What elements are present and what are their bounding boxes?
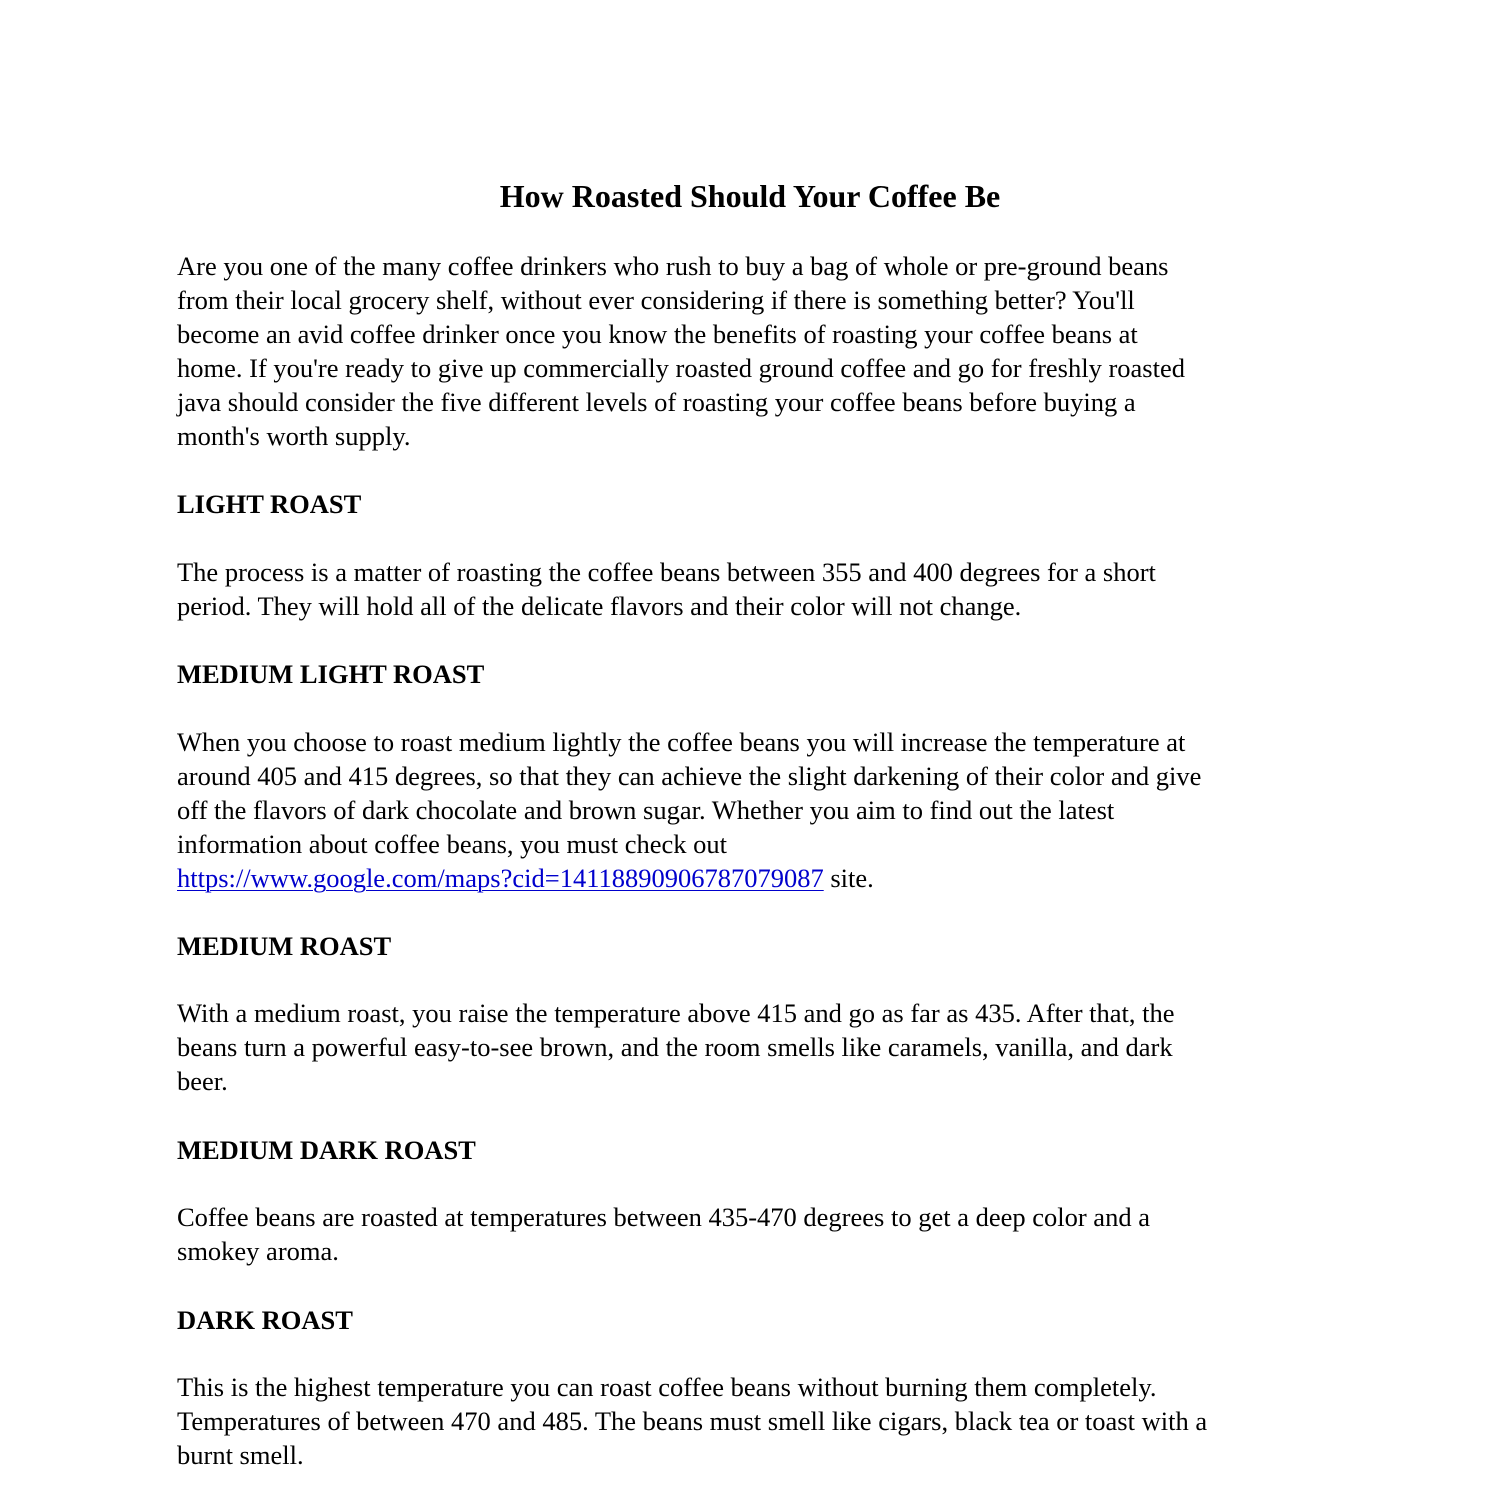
text-line: from their local grocery shelf, without ever considering if there is something better? You'll bbox=[177, 284, 1135, 315]
section-heading-dark-roast: DARK ROAST bbox=[177, 1305, 353, 1335]
coffee-maps-link[interactable]: https://www.google.com/maps?cid=14118890906787079087 bbox=[177, 862, 824, 893]
text-line: Are you one of the many coffee drinkers who rush to buy a bag of whole or pre-ground beans bbox=[177, 251, 1169, 281]
section-heading-medium-light-roast: MEDIUM LIGHT ROAST bbox=[177, 659, 485, 689]
text-line: This is the highest temperature you can roast coffee beans without burning them completely. bbox=[177, 1372, 1157, 1402]
text-line: beans turn a powerful easy-to-see brown, and the room smells like caramels, vanilla, and dark bbox=[177, 1031, 1173, 1062]
text-line: become an avid coffee drinker once you know the benefits of roasting your coffee beans at bbox=[177, 318, 1138, 349]
dark-roast-paragraph bbox=[177, 1371, 1207, 1473]
text-line: The process is a matter of roasting the coffee beans between 355 and 400 degrees for a short bbox=[177, 557, 1156, 587]
section-heading-medium-roast: MEDIUM ROAST bbox=[177, 931, 392, 961]
light-roast-paragraph bbox=[177, 556, 1156, 624]
text-line: month's worth supply. bbox=[177, 420, 411, 451]
intro-paragraph bbox=[177, 250, 1185, 453]
medium-roast-paragraph bbox=[177, 997, 1175, 1099]
text-line: Temperatures of between 470 and 485. The beans must smell like cigars, black tea or toast with a bbox=[177, 1405, 1208, 1436]
text-line: home. If you're ready to give up commercially roasted ground coffee and go for freshly roasted bbox=[177, 352, 1185, 383]
medium-light-roast-paragraph bbox=[177, 726, 1201, 896]
text-line: Coffee beans are roasted at temperatures between 435-470 degrees to get a deep color and a bbox=[177, 1202, 1150, 1232]
medium-dark-roast-paragraph bbox=[177, 1201, 1150, 1269]
text-line: period. They will hold all of the delicate flavors and their color will not change. bbox=[177, 590, 1022, 621]
document-title: How Roasted Should Your Coffee Be bbox=[499, 178, 1001, 214]
text-line: information about coffee beans, you must check out bbox=[177, 828, 727, 859]
text-line: smokey aroma. bbox=[177, 1235, 339, 1266]
text-line: burnt smell. bbox=[177, 1439, 304, 1470]
text-line: around 405 and 415 degrees, so that they can achieve the slight darkening of their color and give bbox=[177, 760, 1202, 791]
section-heading-light-roast: LIGHT ROAST bbox=[177, 489, 362, 519]
text-line: off the flavors of dark chocolate and brown sugar. Whether you aim to find out the latest bbox=[177, 794, 1115, 825]
text-line: java should consider the five different levels of roasting your coffee beans before buying a bbox=[177, 386, 1136, 417]
text-line bbox=[177, 862, 1201, 896]
text-line: With a medium roast, you raise the temperature above 415 and go as far as 435. After that, the bbox=[177, 998, 1175, 1028]
text-line: When you choose to roast medium lightly the coffee beans you will increase the temperature at bbox=[177, 727, 1186, 757]
text-line: beer. bbox=[177, 1065, 228, 1096]
link-suffix: site. bbox=[823, 862, 874, 893]
section-heading-medium-dark-roast: MEDIUM DARK ROAST bbox=[177, 1135, 476, 1165]
